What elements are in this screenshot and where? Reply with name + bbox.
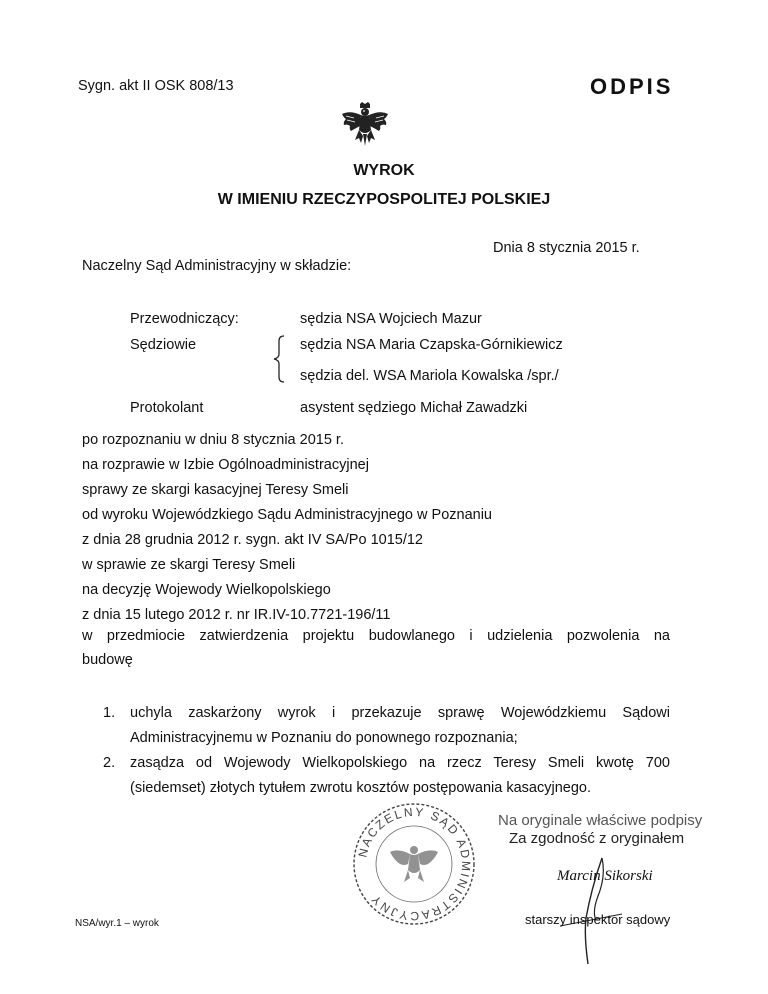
brace-glyph bbox=[270, 335, 288, 383]
ruling-number: 2. bbox=[103, 755, 116, 771]
judgment-date: Dnia 8 stycznia 2015 r. bbox=[493, 240, 640, 256]
composition-role: Sędziowie bbox=[130, 337, 197, 353]
composition-name: sędzia del. WSA Mariola Kowalska /spr./ bbox=[300, 368, 559, 384]
ruling-number: 1. bbox=[103, 705, 116, 721]
composition-role: Przewodniczący: bbox=[130, 311, 239, 327]
composition-name: sędzia NSA Maria Czapska-Górnikiewicz bbox=[300, 337, 563, 353]
body-line: z dnia 15 lutego 2012 r. nr IR.IV-10.7721-196/11 bbox=[82, 607, 391, 623]
subject-line: budowę bbox=[82, 652, 133, 668]
ruling-text: uchyla zaskarżony wyrok i przekazuje sprawę Wojewódzkiemu Sądowi bbox=[130, 705, 670, 721]
ruling-text: (siedemset) złotych tytułem zwrotu kosztów postępowania kasacyjnego. bbox=[130, 780, 591, 796]
court-intro: Naczelny Sąd Administracyjny w składzie: bbox=[82, 258, 352, 274]
signature-title: starszy inspektor sądowy bbox=[525, 912, 671, 927]
body-line: od wyroku Wojewódzkiego Sądu Administracyjnego w Poznaniu bbox=[82, 507, 492, 523]
certification-title: Za zgodność z oryginałem bbox=[509, 830, 685, 847]
polish-eagle-icon bbox=[340, 102, 390, 148]
ruling-text: Administracyjnemu w Poznaniu do ponownego rozpoznania; bbox=[130, 730, 518, 746]
body-line: na decyzję Wojewody Wielkopolskiego bbox=[82, 582, 331, 598]
composition-role: Protokolant bbox=[130, 400, 204, 416]
subject-line: w przedmiocie zatwierdzenia projektu budowlanego i udzielenia pozwolenia na bbox=[82, 628, 670, 644]
composition-name: asystent sędziego Michał Zawadzki bbox=[300, 400, 528, 416]
composition-name: sędzia NSA Wojciech Mazur bbox=[300, 311, 482, 327]
body-line: sprawy ze skargi kasacyjnej Teresy Smeli bbox=[82, 482, 349, 498]
copy-mark: ODPIS bbox=[590, 74, 674, 99]
body-line: z dnia 28 grudnia 2012 r. sygn. akt IV SA/Po 1015/12 bbox=[82, 532, 423, 548]
case-number: Sygn. akt II OSK 808/13 bbox=[78, 78, 234, 94]
ruling-text: zasądza od Wojewody Wielkopolskiego na rzecz Teresy Smeli kwotę 700 bbox=[130, 755, 670, 771]
body-line: po rozpoznaniu w dniu 8 stycznia 2015 r. bbox=[82, 432, 344, 448]
court-seal-icon bbox=[350, 800, 478, 928]
judgment-title: WYROK bbox=[353, 162, 415, 179]
seal-text: NACZELNY SĄD ADMINISTRACYJNY bbox=[355, 804, 474, 924]
judgment-subtitle: W IMIENIU RZECZYPOSPOLITEJ POLSKIEJ bbox=[217, 191, 551, 208]
form-footer: NSA/wyr.1 – wyrok bbox=[75, 918, 159, 929]
certification-note: Na oryginale właściwe podpisy bbox=[498, 812, 703, 829]
body-line: na rozprawie w Izbie Ogólnoadministracyjnej bbox=[82, 457, 369, 473]
signature-name: Marcin Sikorski bbox=[557, 868, 653, 884]
body-line: w sprawie ze skargi Teresy Smeli bbox=[82, 557, 296, 573]
